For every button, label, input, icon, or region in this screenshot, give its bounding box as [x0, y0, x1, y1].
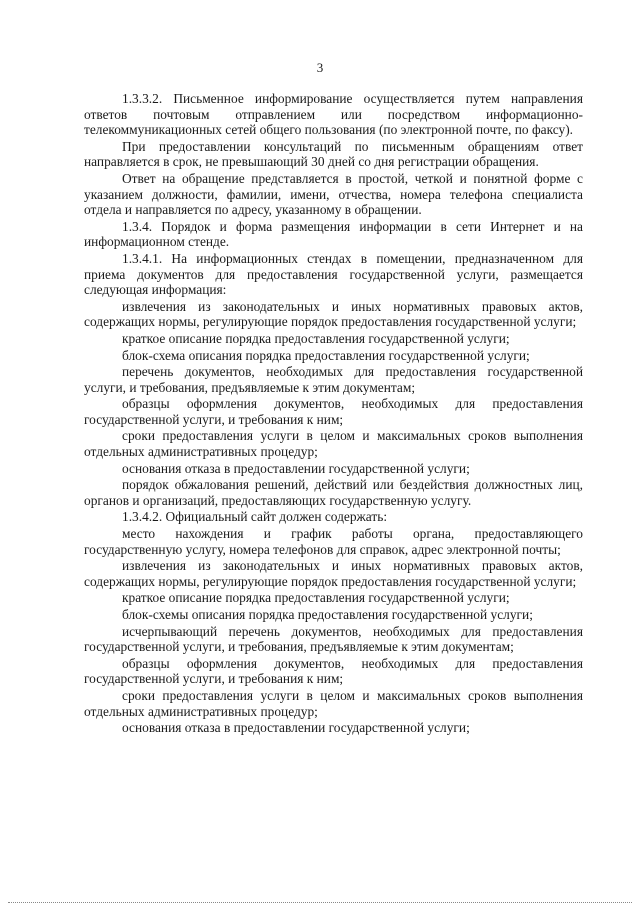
list-item-site-flowcharts: блок-схемы описания порядка предоставления государственной услуги;	[122, 607, 533, 622]
list-item-site-short-description: краткое описание порядка предоставления государственной услуги;	[122, 590, 510, 606]
list-item-site-extracts: извлечения из законодательных и иных нормативных правовых актов, содержащих нормы, регулирующие порядок предоставления государственной услуги;	[84, 558, 583, 589]
list-item-stand-appeal-procedure: порядок обжалования решений, действий или бездействия должностных лиц, органов и организаций, предоставляющих государственную услугу.	[84, 477, 583, 508]
list-item-site-documents-list: исчерпывающий перечень документов, необходимых для предоставления государственной услуги, и требования, предъявляемые к этим документам;	[84, 623, 583, 655]
list-item-site-deadlines: сроки предоставления услуги в целом и максимальных сроков выполнения отдельных административных процедур;	[84, 687, 583, 719]
page-number: 3	[316, 60, 324, 75]
list-item-site-refusal-grounds: основания отказа в предоставлении государственной услуги;	[122, 720, 470, 736]
paragraph-response-deadline: При предоставлении консультаций по письменным обращениям ответ направляется в срок, не превышающий 30 дней со дня регистрации обращения.	[84, 138, 583, 170]
list-item-stand-short-description: краткое описание порядка предоставления государственной услуги;	[122, 330, 510, 346]
list-item-stand-extracts: извлечения из законодательных и иных нормативных правовых актов, содержащих нормы, регулирующие порядок предоставления государственной услуги;	[84, 298, 583, 330]
list-item-stand-document-samples: образцы оформления документов, необходимых для предоставления государственной услуги, и требования к ним;	[84, 396, 583, 427]
paragraph-1-3-4-1: 1.3.4.1. На информационных стендах в помещении, предназначенном для приема документов для предоставления государственной услуги, размещается следующая информация:	[84, 250, 583, 298]
paragraph-response-form: Ответ на обращение представляется в простой, четкой и понятной форме с указанием должности, фамилии, имени, отчества, номера телефона специалиста отдела и направляется по адресу, указанному в обращении.	[84, 170, 583, 218]
list-item-stand-deadlines: сроки предоставления услуги в целом и максимальных сроков выполнения отдельных административных процедур;	[84, 428, 583, 460]
document-body	[84, 91, 583, 737]
list-item-site-location-schedule: место нахождения и график работы органа, предоставляющего государственную услугу, номера телефонов для справок, адрес электронной почты;	[84, 526, 583, 557]
paragraph-1-3-4-2: 1.3.4.2. Официальный сайт должен содержать:	[122, 509, 388, 525]
list-item-stand-flowchart: блок-схема описания порядка предоставления государственной услуги;	[122, 347, 530, 363]
paragraph-1-3-4: 1.3.4. Порядок и форма размещения информации в сети Интернет и на информационном стенде.	[84, 218, 583, 250]
paragraph-1-3-3-2: 1.3.3.2. Письменное информирование осуществляется путем направления ответов почтовым отправлением или посредством информационно-телекоммуникационных сетей общего пользования (по электронной почте, по факсу).	[84, 91, 583, 138]
list-item-site-document-samples: образцы оформления документов, необходимых для предоставления государственной услуги, и требования к ним;	[84, 655, 583, 687]
list-item-stand-refusal-grounds: основания отказа в предоставлении государственной услуги;	[122, 460, 470, 476]
list-item-stand-documents-list: перечень документов, необходимых для предоставления государственной услуги, и требования, предъявляемые к этим документам;	[84, 364, 583, 395]
scan-bottom-edge	[8, 902, 632, 903]
